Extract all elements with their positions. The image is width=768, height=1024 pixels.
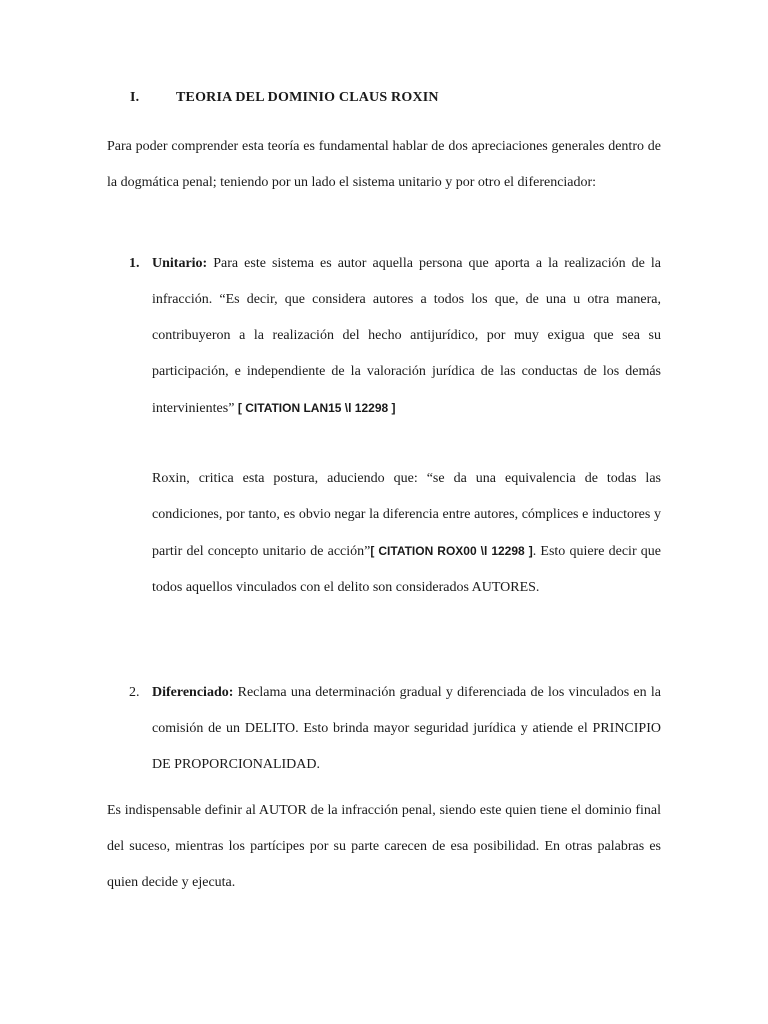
item1-text: Para este sistema es autor aquella persona que aporta a la realización de la infracción. “Es decir, que considera autores a todos los que, de una u otra manera, contribuyeron a la realización del hecho antijurídico, por muy exigua que sea su participación, e independiente de la valoración jurídica de las conductas de los demás intervinientes” — [152, 256, 661, 416]
item2-marker: 2. — [129, 685, 140, 700]
section-number: I. — [130, 90, 140, 105]
item1-citation: [ CITATION LAN15 \l 12298 ] — [237, 401, 396, 415]
item1-marker: 1. — [129, 256, 140, 271]
item1-para2-after: . Esto quiere decir que todos aquellos vinculados con el delito son considerados AUTORES. — [152, 544, 662, 595]
item2-term: Diferenciado: — [152, 685, 234, 700]
section-heading — [130, 90, 439, 106]
intro-paragraph: Para poder comprender esta teoría es fundamental hablar de dos apreciaciones generales dentro de la dogmática penal; teniendo por un lado el sistema unitario y por otro el diferenciador: — [107, 139, 661, 190]
section-title: TEORIA DEL DOMINIO CLAUS ROXIN — [176, 90, 439, 105]
item2-text: Reclama una determinación gradual y diferenciada de los vinculados en la comisión de un DELITO. Esto brinda mayor seguridad jurídica y atiende el PRINCIPIO DE PROPORCIONALIDAD. — [152, 685, 661, 772]
closing-paragraph: Es indispensable definir al AUTOR de la infracción penal, siendo este quien tiene el dominio final del suceso, mientras los partícipes por su parte carecen de esa posibilidad. En otras palabras es quien decide y ejecuta. — [107, 803, 661, 890]
item2-paragraph — [152, 675, 661, 783]
item1-para2-citation: [ CITATION ROX00 \l 12298 ] — [370, 544, 533, 558]
item1-paragraph — [152, 246, 661, 427]
item1-term: Unitario: — [152, 256, 208, 271]
item1-para2-text: Roxin, critica esta postura, aduciendo que: “se da una equivalencia de todas las condiciones, por tanto, es obvio negar la diferencia entre autores, cómplices e inductores y partir del concepto unitario de acción” — [152, 471, 661, 559]
item1-second-paragraph — [152, 461, 661, 606]
